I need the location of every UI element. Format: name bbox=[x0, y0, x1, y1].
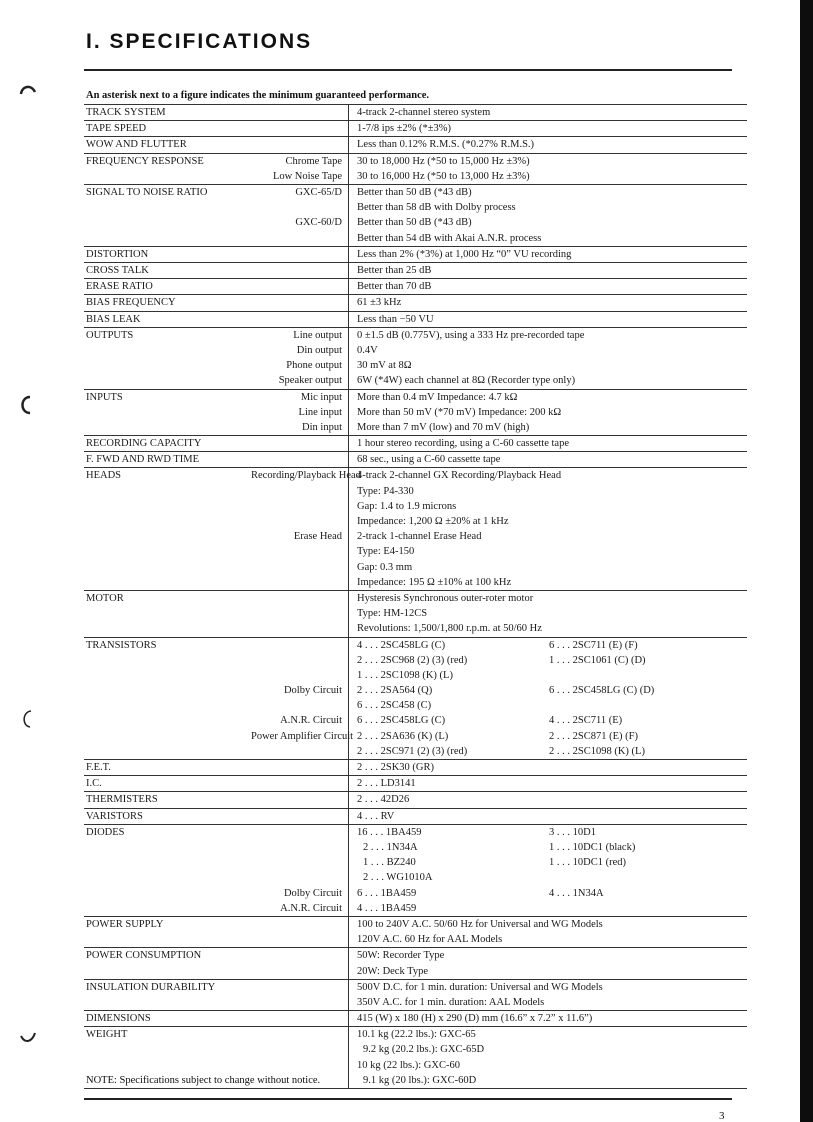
spec-value: 16 . . . 1BA459 bbox=[357, 826, 422, 838]
intro-note: An asterisk next to a figure indicates the minimum guaranteed performance. bbox=[86, 90, 430, 101]
spec-label: RECORDING CAPACITY bbox=[86, 438, 202, 450]
spec-value: 6 . . . 1BA459 bbox=[357, 887, 417, 899]
spec-sublabel: Recording/Playback Head bbox=[251, 470, 361, 482]
spec-value: 3 . . . 10D1 bbox=[549, 826, 596, 838]
spec-value: More than 50 mV (*70 mV) Impedance: 200 kΩ bbox=[357, 406, 562, 418]
spec-value: Type: HM-12CS bbox=[357, 608, 428, 620]
spec-sublabel: Phone output bbox=[286, 360, 342, 372]
spec-value: Impedance: 195 Ω ±10% at 100 kHz bbox=[357, 576, 512, 588]
spec-value: 350V A.C. for 1 min. duration: AAL Models bbox=[357, 996, 545, 1008]
spec-sublabel: Low Noise Tape bbox=[272, 170, 342, 182]
binder-hole-mark bbox=[18, 80, 38, 102]
spec-label: INSULATION DURABILITY bbox=[86, 981, 216, 993]
spec-row-ffwd-rwd bbox=[84, 452, 747, 468]
spec-value: 1 . . . BZ240 bbox=[363, 857, 416, 869]
spec-row-cross-talk bbox=[84, 262, 747, 278]
spec-row-varistors bbox=[84, 808, 747, 824]
spec-label: POWER SUPPLY bbox=[86, 918, 164, 930]
spec-label: VARISTORS bbox=[86, 810, 143, 822]
spec-row-track-system bbox=[84, 105, 747, 121]
spec-value: 4 . . . 2SC458LG (C) bbox=[357, 639, 446, 651]
spec-value: 415 (W) x 180 (H) x 290 (D) mm (16.6” x 7.2” x 11.6”) bbox=[357, 1013, 593, 1025]
spec-sublabel: GXC-60/D bbox=[295, 217, 342, 229]
spec-row-fet bbox=[84, 760, 747, 776]
spec-value: More than 0.4 mV Impedance: 4.7 kΩ bbox=[357, 391, 518, 403]
spec-row-transistors bbox=[84, 637, 747, 760]
spec-value: 9.1 kg (20 lbs.): GXC-60D bbox=[363, 1074, 477, 1086]
spec-value: 2 . . . 2SC1098 (K) (L) bbox=[549, 745, 645, 757]
spec-value: 1 hour stereo recording, using a C-60 cassette tape bbox=[357, 438, 569, 450]
spec-sublabel: Dolby Circuit bbox=[283, 685, 342, 697]
spec-value: 1 . . . 10DC1 (red) bbox=[549, 857, 626, 869]
spec-value: 0 ±1.5 dB (0.775V), using a 333 Hz pre-recorded tape bbox=[357, 329, 585, 341]
spec-value: 1 . . . 2SC1061 (C) (D) bbox=[549, 654, 646, 666]
spec-value: 1 . . . 2SC1098 (K) (L) bbox=[357, 669, 453, 681]
spec-row-signal-noise bbox=[84, 184, 747, 246]
spec-value: Gap: 0.3 mm bbox=[357, 561, 413, 573]
spec-sublabel: Din input bbox=[302, 421, 342, 433]
spec-value: 120V A.C. 60 Hz for AAL Models bbox=[357, 934, 503, 946]
spec-row-erase-ratio bbox=[84, 279, 747, 295]
spec-value: Better than 54 dB with Akai A.N.R. process bbox=[357, 232, 542, 244]
spec-table bbox=[84, 104, 747, 1089]
spec-label: DISTORTION bbox=[86, 248, 149, 260]
spec-row-tape-speed bbox=[84, 121, 747, 137]
spec-value: 6W (*4W) each channel at 8Ω (Recorder type only) bbox=[357, 375, 576, 387]
spec-value: Type: P4-330 bbox=[357, 485, 414, 497]
spec-value: Impedance: 1,200 Ω ±20% at 1 kHz bbox=[357, 516, 509, 528]
binder-hole-mark bbox=[18, 1026, 38, 1048]
spec-value: 20W: Deck Type bbox=[357, 965, 428, 977]
spec-sublabel: Chrome Tape bbox=[285, 155, 342, 167]
spec-sublabel: A.N.R. Circuit bbox=[280, 902, 342, 914]
spec-label: F.E.T. bbox=[86, 762, 111, 774]
spec-value: 4 . . . 2SC711 (E) bbox=[549, 715, 623, 727]
spec-label: HEADS bbox=[86, 470, 122, 482]
spec-label: BIAS LEAK bbox=[86, 313, 141, 325]
spec-row-diodes bbox=[84, 824, 747, 916]
spec-label: TAPE SPEED bbox=[86, 123, 147, 135]
spec-sublabel: Mic input bbox=[300, 391, 342, 403]
spec-label: SIGNAL TO NOISE RATIO bbox=[86, 186, 208, 198]
spec-value: 2-track 1-channel Erase Head bbox=[357, 531, 482, 543]
spec-value: 1 . . . 10DC1 (black) bbox=[549, 842, 636, 854]
spec-value: 61 ±3 kHz bbox=[357, 297, 402, 309]
spec-value: 1-7/8 ips ±2% (*±3%) bbox=[357, 123, 452, 135]
spec-sublabel: A.N.R. Circuit bbox=[280, 715, 342, 727]
spec-row-motor bbox=[84, 590, 747, 637]
spec-label: FREQUENCY RESPONSE bbox=[86, 155, 204, 167]
spec-value: 2 . . . 2SA564 (Q) bbox=[357, 685, 433, 697]
spec-value: Hysteresis Synchronous outer-roter motor bbox=[357, 592, 534, 604]
spec-row-dimensions bbox=[84, 1011, 747, 1027]
spec-row-distortion bbox=[84, 246, 747, 262]
spec-value: Less than 2% (*3%) at 1,000 Hz “0” VU recording bbox=[357, 248, 572, 260]
spec-label: WEIGHT bbox=[86, 1029, 128, 1041]
spec-sublabel: Speaker output bbox=[278, 375, 342, 387]
spec-row-recording-capacity bbox=[84, 436, 747, 452]
spec-value: 6 . . . 2SC458LG (C) (D) bbox=[549, 685, 655, 697]
spec-row-wow-flutter bbox=[84, 137, 747, 153]
page-number: 3 bbox=[719, 1110, 725, 1122]
spec-value: Type: E4-150 bbox=[357, 546, 415, 558]
spec-value: 2 . . . 2SA636 (K) (L) bbox=[357, 730, 449, 742]
spec-label: WOW AND FLUTTER bbox=[86, 139, 187, 151]
spec-value: Better than 70 dB bbox=[357, 281, 432, 293]
spec-row-insulation bbox=[84, 979, 747, 1010]
spec-value: Better than 50 dB (*43 dB) bbox=[357, 217, 472, 229]
page-title: I. SPECIFICATIONS bbox=[86, 30, 313, 53]
spec-value: 2 . . . 2SK30 (GR) bbox=[357, 762, 435, 774]
spec-value: 500V D.C. for 1 min. duration: Universal and WG Models bbox=[357, 981, 603, 993]
title-rule bbox=[84, 69, 732, 71]
spec-value: 68 sec., using a C-60 cassette tape bbox=[357, 454, 501, 466]
spec-value: 6 . . . 2SC711 (E) (F) bbox=[549, 639, 638, 651]
spec-label: THERMISTERS bbox=[86, 794, 158, 806]
spec-row-frequency-response bbox=[84, 153, 747, 184]
spec-label: TRACK SYSTEM bbox=[86, 107, 166, 118]
spec-label: ERASE RATIO bbox=[86, 281, 153, 293]
spec-value: Better than 25 dB bbox=[357, 264, 432, 276]
spec-value: 30 to 16,000 Hz (*50 to 13,000 Hz ±3%) bbox=[357, 170, 530, 182]
spec-value: Better than 50 dB (*43 dB) bbox=[357, 186, 472, 198]
spec-label: CROSS TALK bbox=[86, 264, 149, 276]
spec-value: 9.2 kg (20.2 lbs.): GXC-65D bbox=[363, 1044, 485, 1056]
spec-label: POWER CONSUMPTION bbox=[86, 950, 202, 962]
spec-label: TRANSISTORS bbox=[86, 639, 157, 651]
spec-row-thermisters bbox=[84, 792, 747, 808]
spec-value: 2 . . . 1N34A bbox=[363, 842, 418, 854]
spec-row-heads bbox=[84, 468, 747, 591]
spec-value: Revolutions: 1,500/1,800 r.p.m. at 50/60 Hz bbox=[357, 623, 542, 635]
footer-rule bbox=[84, 1098, 732, 1100]
spec-sublabel: Dolby Circuit bbox=[283, 887, 342, 899]
spec-value: 2 . . . 2SC968 (2) (3) (red) bbox=[357, 654, 468, 666]
spec-value: Better than 58 dB with Dolby process bbox=[357, 202, 516, 214]
spec-row-bias-leak bbox=[84, 311, 747, 327]
spec-value: 2 . . . 2SC871 (E) (F) bbox=[549, 730, 638, 742]
spec-value: Less than 0.12% R.M.S. (*0.27% R.M.S.) bbox=[357, 139, 535, 151]
spec-sublabel: Line input bbox=[298, 406, 342, 418]
spec-value: 10.1 kg (22.2 lbs.): GXC-65 bbox=[357, 1029, 476, 1041]
spec-row-outputs bbox=[84, 327, 747, 389]
binder-hole-mark bbox=[18, 394, 38, 416]
spec-label: I.C. bbox=[86, 778, 102, 790]
spec-value: Less than −50 VU bbox=[357, 313, 434, 325]
footnote: NOTE: Specifications subject to change without notice. bbox=[86, 1075, 321, 1086]
spec-value: 4-track 2-channel stereo system bbox=[357, 107, 491, 118]
spec-value: 30 mV at 8Ω bbox=[357, 360, 412, 372]
spec-value: 2 . . . WG1010A bbox=[363, 872, 433, 884]
spec-value: 2 . . . 2SC971 (2) (3) (red) bbox=[357, 745, 468, 757]
spec-sublabel: Din output bbox=[296, 344, 342, 356]
spec-value: More than 7 mV (low) and 70 mV (high) bbox=[357, 421, 530, 433]
spec-value: Gap: 1.4 to 1.9 microns bbox=[357, 500, 457, 512]
spec-value: 4 . . . 1N34A bbox=[549, 887, 604, 899]
spec-label: F. FWD AND RWD TIME bbox=[86, 454, 200, 466]
spec-value: 0.4V bbox=[357, 344, 378, 356]
spec-sublabel: Power Amplifier Circuit bbox=[251, 730, 354, 742]
scan-edge bbox=[800, 0, 813, 1122]
spec-value: 6 . . . 2SC458 (C) bbox=[357, 700, 432, 712]
spec-sublabel: Erase Head bbox=[293, 531, 342, 543]
spec-label: MOTOR bbox=[86, 592, 124, 604]
spec-label: DIMENSIONS bbox=[86, 1013, 151, 1025]
spec-value: 100 to 240V A.C. 50/60 Hz for Universal and WG Models bbox=[357, 918, 603, 930]
spec-label: BIAS FREQUENCY bbox=[86, 297, 176, 309]
spec-value: 50W: Recorder Type bbox=[357, 950, 445, 962]
spec-value: 6 . . . 2SC458LG (C) bbox=[357, 715, 446, 727]
spec-value: 2 . . . LD3141 bbox=[357, 778, 416, 790]
spec-value: 4 . . . RV bbox=[357, 810, 395, 822]
spec-row-inputs bbox=[84, 389, 747, 436]
spec-value: 4 . . . 1BA459 bbox=[357, 902, 417, 914]
spec-sublabel: Line output bbox=[293, 329, 342, 341]
binder-hole-mark bbox=[18, 708, 38, 730]
spec-value: 2 . . . 42D26 bbox=[357, 794, 410, 806]
spec-row-ic bbox=[84, 776, 747, 792]
spec-row-power-supply bbox=[84, 916, 747, 947]
spec-row-bias-frequency bbox=[84, 295, 747, 311]
spec-label: INPUTS bbox=[86, 391, 123, 403]
spec-sublabel: GXC-65/D bbox=[295, 186, 342, 198]
spec-row-power-consumption bbox=[84, 948, 747, 979]
spec-value: 4-track 2-channel GX Recording/Playback Head bbox=[357, 470, 562, 482]
spec-label: DIODES bbox=[86, 826, 125, 838]
spec-value: 30 to 18,000 Hz (*50 to 15,000 Hz ±3%) bbox=[357, 155, 530, 167]
spec-value: 10 kg (22 lbs.): GXC-60 bbox=[357, 1059, 460, 1071]
spec-label: OUTPUTS bbox=[86, 329, 134, 341]
